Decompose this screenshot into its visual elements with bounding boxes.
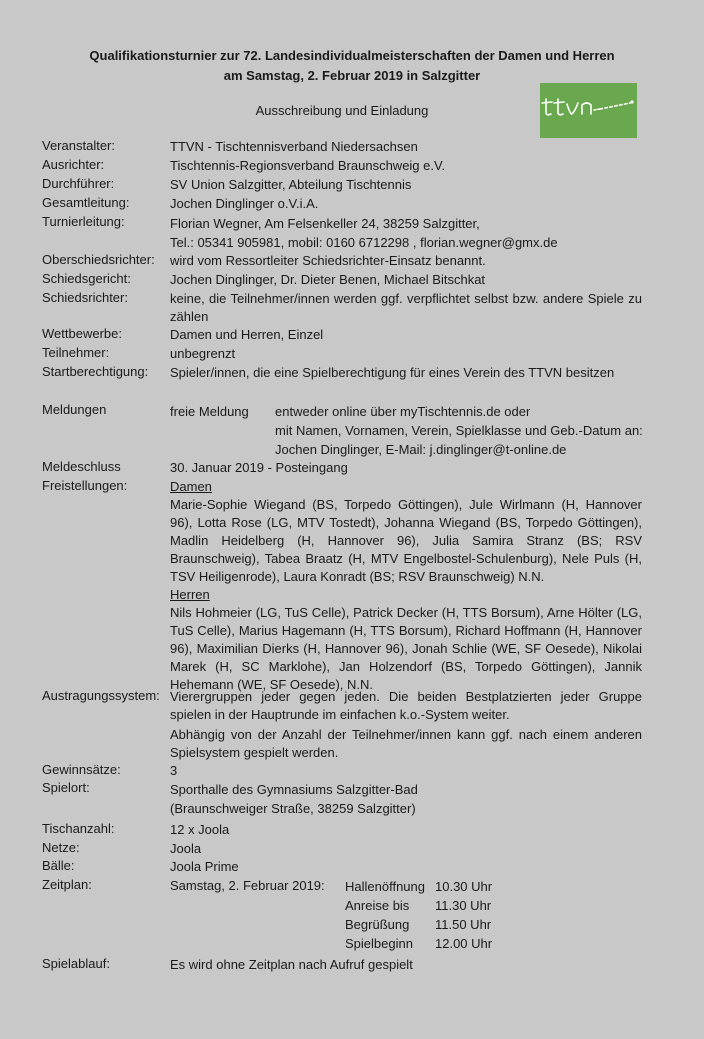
label-teilnehmer: Teilnehmer: (42, 345, 110, 360)
value-gewinnsaetze: 3 (170, 763, 178, 778)
value-wettbewerbe: Damen und Herren, Einzel (170, 327, 324, 342)
zeitplan-item-label: Hallenöffnung (345, 879, 425, 894)
label-freistellungen: Freistellungen: (42, 478, 128, 493)
label-oberschiedsrichter: Oberschiedsrichter: (42, 252, 155, 267)
freistellungen-herren-list: Nils Hohmeier (LG, TuS Celle), Patrick Decker (H, TTS Borsum), Arne Hölter (LG, TuS Celle), Marius Hagemann (H, TTS Borsum), Richard Hoffmann (H, Hannover 96), Maximilian Dierks (H, Hannover 96), Jonah Schlie (WE, SF Oesede), Nikolai Marek (H, SC Marklohe), Jan Holzendorf (BS, Torpedo Göttingen), Jannik Hehemann (WE, SF Oesede), N.N. (170, 605, 642, 692)
zeitplan-date: Samstag, 2. Februar 2019: (170, 878, 325, 893)
value-baelle: Joola Prime (170, 859, 239, 874)
spielort-venue: Sporthalle des Gymnasiums Salzgitter-Bad (170, 782, 418, 797)
zeitplan-item-time: 11.50 Uhr (435, 917, 492, 932)
label-startberechtigung: Startberechtigung: (42, 364, 149, 379)
austragungssystem-para-2: Abhängig von der Anzahl der Teilnehmer/innen kann ggf. nach einem anderen Spielsystem gespielt werden. (170, 727, 642, 760)
meldungen-type: freie Meldung (170, 404, 249, 419)
value-tischanzahl: 12 x Joola (170, 822, 230, 837)
value-veranstalter: TTVN - Tischtennisverband Niedersachsen (170, 139, 418, 154)
meldungen-line-2: mit Namen, Vornamen, Verein, Spielklasse und Geb.-Datum an: (275, 423, 643, 438)
ttvn-logo (540, 83, 637, 138)
document-title (0, 46, 704, 86)
label-zeitplan: Zeitplan: (42, 877, 92, 892)
turnierleitung-contact: Tel.: 05341 905981, mobil: 0160 6712298 , florian.wegner@gmx.de (170, 235, 558, 250)
value-meldeschluss: 30. Januar 2019 - Posteingang (170, 460, 348, 475)
label-ausrichter: Ausrichter: (42, 157, 105, 172)
value-gesamtleitung: Jochen Dinglinger o.V.i.A. (170, 196, 319, 211)
value-freistellungen (170, 478, 642, 694)
meldungen-details (275, 402, 645, 459)
value-austragungssystem (170, 688, 642, 762)
label-meldungen: Meldungen (42, 402, 107, 417)
zeitplan-item (170, 915, 570, 934)
label-turnierleitung: Turnierleitung: (42, 214, 125, 229)
value-ausrichter: Tischtennis-Regionsverband Braunschweig e.V. (170, 158, 446, 173)
label-tischanzahl: Tischanzahl: (42, 821, 115, 836)
label-austragungssystem: Austragungssystem: (42, 688, 160, 703)
document-subtitle: Ausschreibung und Einladung (255, 103, 429, 118)
label-gesamtleitung: Gesamtleitung: (42, 195, 130, 210)
value-durchfuehrer: SV Union Salzgitter, Abteilung Tischtennis (170, 177, 412, 192)
zeitplan-item (170, 934, 570, 953)
spielort-address: (Braunschweiger Straße, 38259 Salzgitter) (170, 801, 416, 816)
value-oberschiedsrichter: wird vom Ressortleiter Schiedsrichter-Einsatz benannt. (170, 253, 486, 268)
meldungen-line-3: Jochen Dinglinger, E-Mail: j.dinglinger@t-online.de (275, 442, 567, 457)
label-netze: Netze: (42, 840, 80, 855)
label-gewinnsaetze: Gewinnsätze: (42, 762, 121, 777)
value-zeitplan (170, 877, 642, 953)
zeitplan-schedule (170, 877, 570, 953)
zeitplan-item-label: Begrüßung (345, 917, 410, 932)
zeitplan-item-time: 10.30 Uhr (435, 879, 493, 894)
zeitplan-item (170, 877, 570, 896)
value-netze: Joola (170, 841, 202, 856)
zeitplan-item-label: Anreise bis (345, 898, 410, 913)
freistellungen-herren-heading: Herren (170, 587, 210, 602)
label-schiedsrichter: Schiedsrichter: (42, 290, 128, 305)
value-schiedsrichter: keine, die Teilnehmer/innen werden ggf. verpflichtet selbst bzw. andere Spiele zu zählen (170, 291, 642, 324)
label-spielort: Spielort: (42, 780, 90, 795)
zeitplan-item-time: 12.00 Uhr (435, 936, 493, 951)
zeitplan-item (170, 896, 570, 915)
value-schiedsgericht: Jochen Dinglinger, Dr. Dieter Benen, Michael Bitschkat (170, 272, 486, 287)
label-baelle: Bälle: (42, 858, 75, 873)
value-spielablauf: Es wird ohne Zeitplan nach Aufruf gespielt (170, 957, 413, 972)
label-meldeschluss: Meldeschluss (42, 459, 121, 474)
label-durchfuehrer: Durchführer: (42, 176, 115, 191)
freistellungen-damen-heading: Damen (170, 479, 212, 494)
freistellungen-damen-list: Marie-Sophie Wiegand (BS, Torpedo Göttingen), Jule Wirlmann (H, Hannover 96), Lotta Rose (LG, MTV Tostedt), Johanna Wiegand (BS, Torpedo Göttingen), Madlin Heidelberg (H, Hannover 96), Julia Samira Stranz (BS; RSV Braunschweig), Tabea Braatz (H, MTV Engelbostel-Schulenburg), Nele Puls (H, TSV Heiligenrode), Laura Konradt (BS; RSV Braunschweig) N.N. (170, 497, 642, 584)
label-wettbewerbe: Wettbewerbe: (42, 326, 122, 341)
turnierleitung-address: Florian Wegner, Am Felsenkeller 24, 38259 Salzgitter, (170, 216, 480, 231)
value-startberechtigung: Spieler/innen, die eine Spielberechtigung für eines Verein des TTVN besitzen (170, 365, 615, 380)
label-schiedsgericht: Schiedsgericht: (42, 271, 131, 286)
meldungen-line-1: entweder online über myTischtennis.de oder (275, 404, 531, 419)
zeitplan-item-time: 11.30 Uhr (435, 898, 492, 913)
value-teilnehmer: unbegrenzt (170, 346, 236, 361)
title-line-1: Qualifikationsturnier zur 72. Landesindividualmeisterschaften der Damen und Herren (89, 48, 615, 63)
austragungssystem-para-1: Vierergruppen jeder gegen jeden. Die beiden Bestplatzierten jeder Gruppe spielen in der Hauptrunde im einfachen k.o.-System weiter. (170, 689, 642, 722)
value-turnierleitung (170, 214, 642, 252)
value-spielort (170, 780, 642, 818)
zeitplan-item-label: Spielbeginn (345, 936, 413, 951)
title-line-2: am Samstag, 2. Februar 2019 in Salzgitter (223, 68, 481, 83)
label-spielablauf: Spielablauf: (42, 956, 110, 971)
label-veranstalter: Veranstalter: (42, 138, 115, 153)
